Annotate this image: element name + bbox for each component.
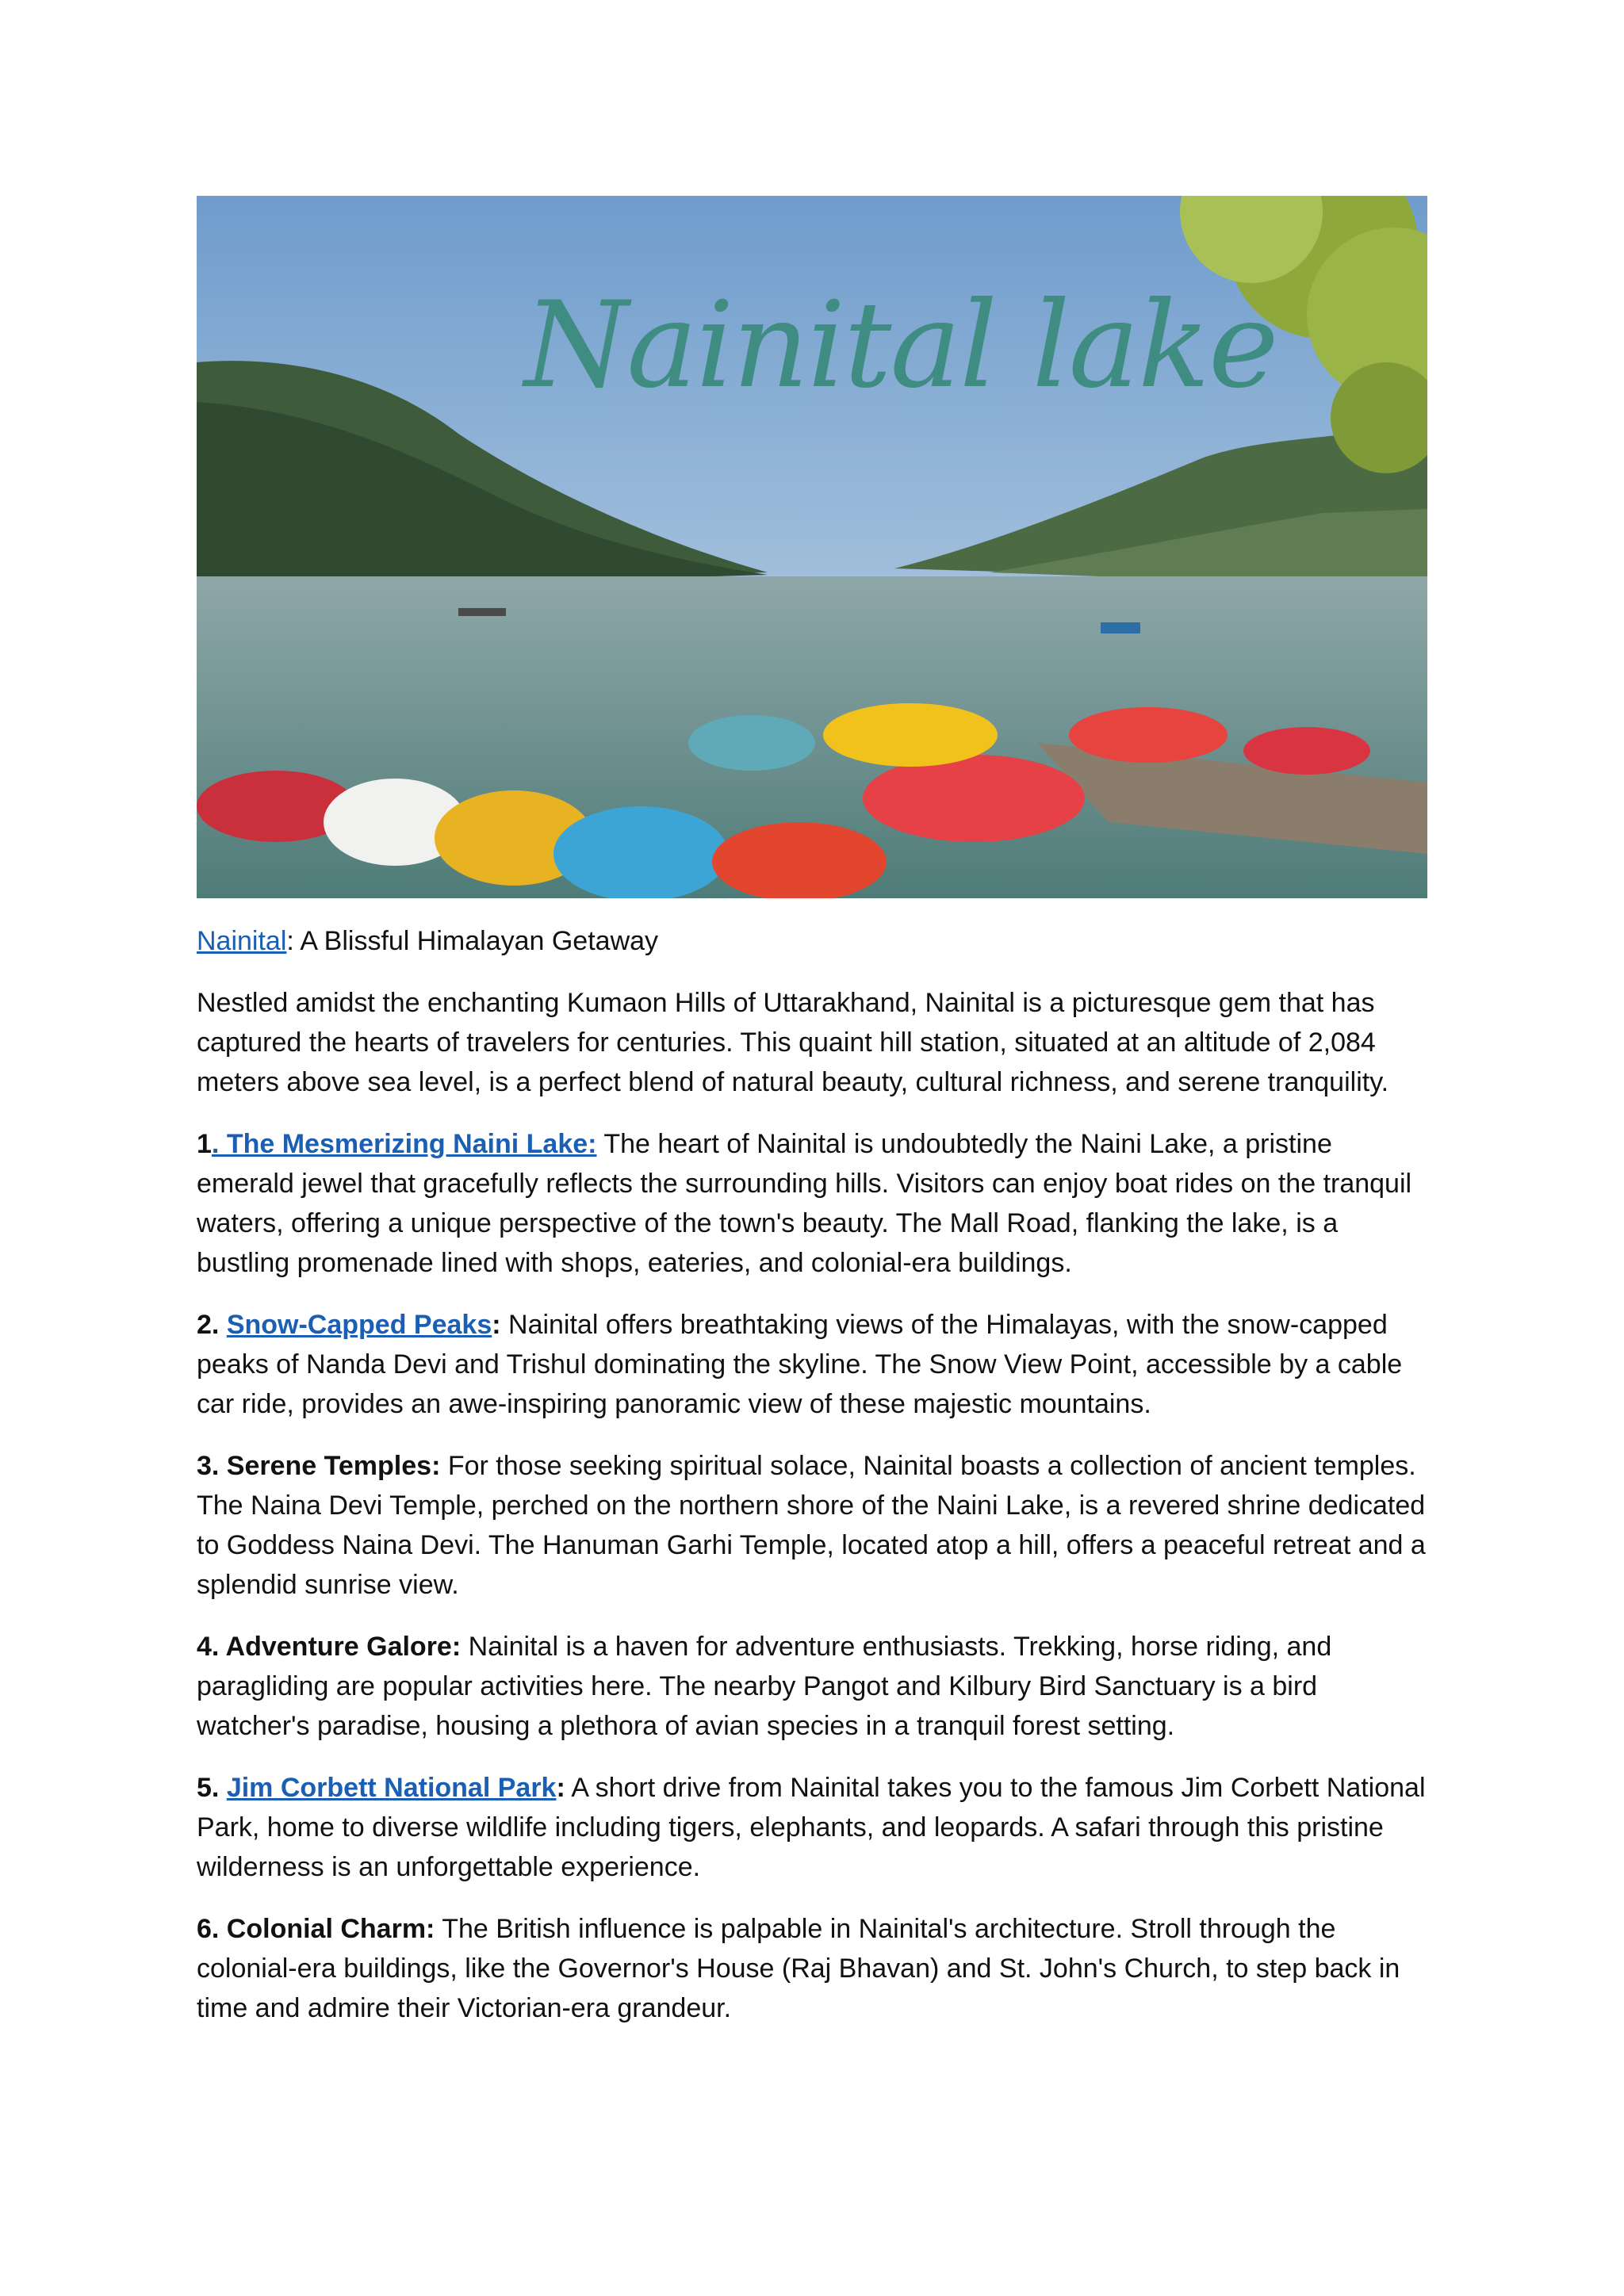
- section-6-text: The British influence is palpable in Nainital's architecture. Stroll through the colonial-era buildings, like the Governor's House (Raj Bhavan) and St. John's Church, to step back in time and admire their Victorian-era grandeur.: [197, 1914, 1400, 2023]
- section-5-text: A short drive from Nainital takes you to the famous Jim Corbett National Park, home to diverse wildlife including tigers, elephants, and leopards. A safari through this pristine wilderness is an unforgettable experience.: [197, 1773, 1426, 1882]
- section-1-number: 1: [197, 1129, 212, 1159]
- hero-title-text: Nainital lake: [524, 277, 1277, 415]
- section-3-text: For those seeking spiritual solace, Nainital boasts a collection of ancient temples. The Naina Devi Temple, perched on the northern shore of the Naini Lake, is a revered shrine dedicated to Goddess Naina Devi. The Hanuman Garhi Temple, located atop a hill, offers a peaceful retreat and a splendid sunrise view.: [197, 1451, 1426, 1600]
- section-1: [197, 1124, 1434, 1283]
- section-5: [197, 1768, 1434, 1887]
- section-2-text: Nainital offers breathtaking views of the Himalayas, with the snow-capped peaks of Nanda Devi and Trishul dominating the skyline. The Snow View Point, accessible by a cable car ride, provides an awe-inspiring panoramic view of these majestic mountains.: [197, 1310, 1403, 1419]
- intro-paragraph: Nestled amidst the enchanting Kumaon Hills of Uttarakhand, Nainital is a picturesque gem that has captured the hearts of travelers for centuries. This quaint hill station, situated at an altitude of 2,084 meters above sea level, is a perfect blend of natural beauty, cultural richness, and serene tranquility.: [197, 988, 1389, 1097]
- intro-title: [197, 921, 1434, 961]
- section-3: [197, 1446, 1434, 1605]
- nainital-lake-photo: [197, 196, 1427, 898]
- section-6-heading: 6. Colonial Charm:: [197, 1914, 435, 1944]
- section-4: [197, 1627, 1434, 1746]
- article-body: [197, 921, 1434, 2050]
- nainital-link[interactable]: Nainital: [197, 926, 287, 956]
- snow-capped-peaks-link[interactable]: Snow-Capped Peaks: [226, 1310, 492, 1340]
- section-2-suffix: :: [492, 1310, 501, 1340]
- section-2: [197, 1305, 1434, 1424]
- jim-corbett-link[interactable]: Jim Corbett National Park: [226, 1773, 557, 1803]
- section-4-heading: 4. Adventure Galore:: [197, 1632, 462, 1662]
- section-5-number: 5.: [197, 1773, 227, 1803]
- hero-image: [197, 196, 1427, 898]
- intro-title-rest: : A Blissful Himalayan Getaway: [286, 926, 659, 956]
- section-4-text: Nainital is a haven for adventure enthusiasts. Trekking, horse riding, and paragliding are popular activities here. The nearby Pangot and Kilbury Bird Sanctuary is a bird watcher's paradise, housing a plethora of avian species in a tranquil forest setting.: [197, 1632, 1332, 1741]
- section-5-suffix: :: [556, 1773, 565, 1803]
- section-6: [197, 1909, 1434, 2028]
- section-3-heading: 3. Serene Temples:: [197, 1451, 441, 1481]
- naini-lake-link[interactable]: . The Mesmerizing Naini Lake:: [211, 1129, 597, 1159]
- section-2-number: 2.: [197, 1310, 227, 1340]
- section-1-text: The heart of Nainital is undoubtedly the Naini Lake, a pristine emerald jewel that gracefully reflects the surrounding hills. Visitors can enjoy boat rides on the tranquil waters, offering a unique perspective of the town's beauty. The Mall Road, flanking the lake, is a bustling promenade lined with shops, eateries, and colonial-era buildings.: [197, 1129, 1412, 1278]
